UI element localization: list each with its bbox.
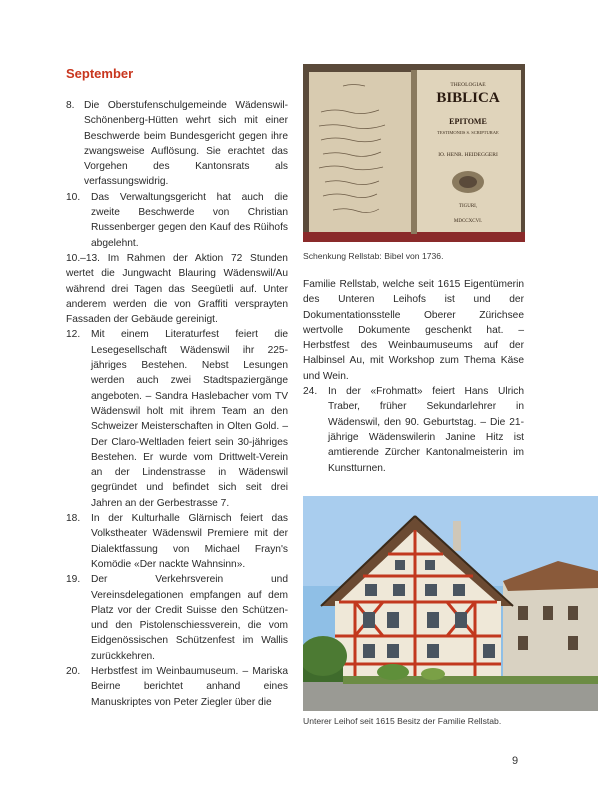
bible-author: IO. HENR. HEIDEGGERI <box>438 152 498 158</box>
entry-18 <box>66 511 288 572</box>
bible-caption: Schenkung Rellstab: Bibel von 1736. <box>303 251 444 261</box>
continuation-text: Familie Rellstab, welche seit 1615 Eigentümerin des Unteren Leihofs ist und der Dokumentationsstelle Oberer Zürichsee wertvolle Dokumente geschenkt hat. – Herbstfest des Weinbaumuseums auf der Halbinsel Au, mit Workshop zum Thema Käse und Wein. <box>303 279 524 382</box>
entry-24 <box>303 384 524 476</box>
house-caption: Unterer Leihof seit 1615 Besitz der Familie Rellstab. <box>303 716 502 726</box>
bible-year: MDCCXCVI. <box>453 219 483 224</box>
entry-date: 18. <box>66 513 81 525</box>
entry-19 <box>66 572 288 664</box>
bible-title-mid: EPITOME <box>449 117 487 126</box>
bible-photo <box>303 64 525 242</box>
entry-text: Der Verkehrsverein und Vereinsdelegationen empfangen auf dem Platz vor der Credit Suisse den Schützen- und den Pistolenschiessverein, die vom Eidgenössischen Schützenfest im Wallis zurückkehren. <box>91 574 288 662</box>
entry-8 <box>66 98 288 190</box>
bible-title-big: BIBLICA <box>436 90 500 106</box>
house-photo <box>303 496 598 711</box>
month-heading: September <box>66 66 134 81</box>
entry-12 <box>66 327 288 511</box>
entry-10-13 <box>66 251 288 327</box>
entry-10 <box>66 190 288 251</box>
bible-subtitle: TESTIMONIIS S. SCRIPTURAE <box>437 130 499 135</box>
entry-date: 12. <box>66 329 81 341</box>
entry-20 <box>66 664 288 710</box>
entry-text: Das Verwaltungsgericht hat auch die zweite Beschwerde von Christian Russenberger gegen den Kauf des Rüihofs abgelehnt. <box>91 191 288 249</box>
entry-date: 20. <box>66 665 81 677</box>
entry-text: In der «Frohmatt» feiert Hans Ulrich Traber, früher Sekundarlehrer in Wädenswil, den 90. Geburtstag. – Die 21-jährige Wädenswilerin Janine Hitz ist amtierende Zürcher Kantonalmeisterin im Kunstturnen. <box>328 386 524 474</box>
right-column <box>303 277 524 476</box>
entry-date: 19. <box>66 574 81 586</box>
entry-text: Herbstfest im Weinbaumuseum. – Mariska Beirne berichtet anhand eines Manuskriptes von Peter Ziegler über die <box>91 665 288 708</box>
entry-text: Mit einem Literaturfest feiert die Lesegesellschaft Wädenswil ihr 225-jähriges Bestehen. Nebst Lesungen werden auch zwei Stadtspaziergänge angeboten. – Sandra Haslebacher vom TV Wädenswil holt mit ihrem Team an den Schweizer Meisterschaften in Olten Gold. – Der Claro-Weltladen feiert sein 30-jähriges Bestehen. Er wurde vom Drittwelt-Verein an der Lindenstrasse in Wädenswil gegründet und befindet sich seit drei Jahren an der Gerbestrasse 7. <box>91 329 288 509</box>
entry-text: Im Rahmen der Aktion 72 Stunden wertet die Jungwacht Blauring Wädenswil/Au während drei Tagen das Seegüetli auf. Unter anderem werden die von Graffiti versprayten Fassaden der Gebäude gereinigt. <box>66 252 288 326</box>
entry-date: 8. <box>66 100 75 111</box>
entry-date: 10. <box>66 191 81 203</box>
page-number: 9 <box>512 755 519 767</box>
entry-date: 24. <box>303 386 318 398</box>
entry-date: 10.–13. <box>66 252 100 264</box>
entry-text: In der Kulturhalle Glärnisch feiert das Volkstheater Wädenswil Premiere mit der Dialektfassung von Michael Frayn's Komödie «Der nackte Wahnsinn». <box>91 513 288 570</box>
bible-place: TIGURI, <box>458 204 478 209</box>
left-column <box>66 98 288 710</box>
bible-title-small: THEOLOGIAE <box>450 82 486 88</box>
entry-text: Die Oberstufenschulgemeinde Wädenswil-Schönenberg-Hütten wehrt sich mit einer Beschwerde beim Bundesgericht gegen ihre zwangsweise Auflösung. Sie erachtet das Vorgehen des Kantonsrats als verfassungswidrig. <box>84 100 288 188</box>
